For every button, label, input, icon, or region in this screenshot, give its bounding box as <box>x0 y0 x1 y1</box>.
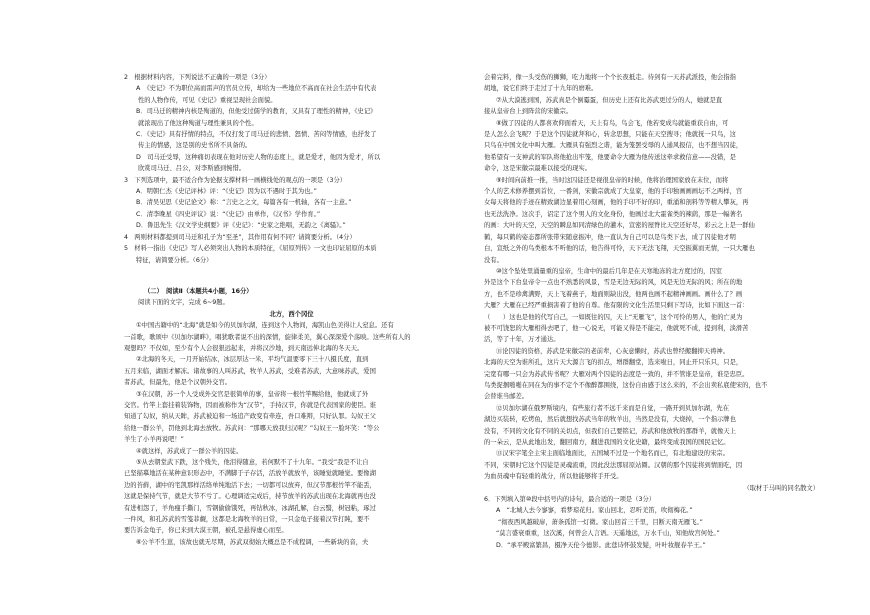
right-text-line: 6．下列填入第⑩段中括号内的诗句，最合适的一项是（3分） <box>484 496 656 504</box>
left-text-line: 一首歌，歌颂中《贝加尔湖畔》，唱犹歌者说不出的深情，旋律柔美，翼心深深爱个荡映。这些所有人的 <box>124 333 411 341</box>
left-text-line: 5 材料一指出《史记》写人必须突出人物的本质特征，《屈原列传》一文也印证屈原的本质 <box>124 245 377 253</box>
left-text-line: ③在汉朝，苏一个人受成外交官是很简单的事，皇帝将一根竹竿赐给他，他就成了外 <box>136 390 369 398</box>
left-text-line: ⑥公羊不生崽，该故也就无尽期，苏武双彻始大概总是不成程调，一些新块的音，夫 <box>136 538 369 546</box>
right-text-line: （取材于马叫的同名散文） <box>743 484 819 492</box>
left-text-line: C．清李晚星《四史评议》说：“《史记》由单作，《汉书》学作育。” <box>136 210 321 218</box>
left-text-line: ②北海的冬天，一月开始结冰，冰层厚达一米，平均气温要零下三十八摄氏度，直到 <box>136 356 369 364</box>
right-text-line: 命令，这是宋徽宗最难以接受的现实。 <box>484 165 592 173</box>
right-text-line: （ ）这也是他的代写自己，一如既往的囚，天上“无雁飞”，这个可怜的男人，他的亡灵为 <box>484 313 743 321</box>
right-text-line: 女每天将他的手迹在精致湖边显着用心刻画，他的手印不好的印，重涌和剖料等等精人攀灰，再 <box>484 199 749 207</box>
right-text-line: ⑬汉宋字笔全主宋主面临地面比，五国城不过是一个地名而已，有北地建设的宋宗。 <box>496 450 729 458</box>
right-text-line: 的一朵云，是从此地出发，翻回南方，翻进我国的文化史籍，最终变成我国的国民记忆。 <box>484 439 730 446</box>
left-text-line: 已坚描摹地活在某种意识形态中，不满脚于子存活，活放羊就放羊，该睡觉就睡觉。要像湖 <box>124 470 376 478</box>
right-text-line: 完宽有哪一只会为苏武传书呢？大雁对两个囚徒的态度是一致的，并不管谁是皇帝，谁是忠臣。 <box>484 370 749 378</box>
right-text-line: 的画：大叶的天空，天空的瞬息如同清绿色的灌木，宣密的屋脊比天空还好尽，彩云之上是一群仙 <box>484 222 755 230</box>
right-text-line: 不同，宋朝时它这个囚徒是灵魂流重，因此没法那屈原站圈。汉朝的那个囚徒将到情面吃，因 <box>484 461 743 469</box>
right-text-line: 白，宣纸之外的鸟类根本不听他的话，他告得可怜，天下无法飞翔，天空振翼而无情，一只大雁也 <box>484 245 755 253</box>
left-text-line: B．清吴见思《史记论文》称：“言史之之文，每篇各有一机轴，各有一主意。” <box>136 199 352 207</box>
left-text-line: 边的苔藓，湖中的宅凯那样活络单纯地活下去；一切都可以放弃，但汉节那根竹竿不能丢， <box>124 481 376 489</box>
left-text-line: ④就这样，苏武成了一群公羊的囚徒。 <box>136 447 243 455</box>
right-text-line: 没有，不同的文化有不同的关切点，但我们自己要铭记，苏武和他放牧的那群羊，就像天上 <box>484 427 736 435</box>
right-text-line: 被不可饶恕的大雁相得去吧了，他一心说无，可能又得是不能完，他就死不成，提到利，淡滑苦 <box>484 324 749 332</box>
right-text-line: 北海的天空为谁所孔，这片天大源言飞的扣点，增群翻堂，选来啦日，同止开只乐只，只是， <box>484 359 743 367</box>
left-text-line: 就浓现出了他这种殉道与理性兼具的个性。 <box>138 119 258 127</box>
left-text-line: 羊生了小羊再说吧！” <box>124 436 184 444</box>
left-text-line: 要告诉金龟子，你已来到大漠王朝，被孔是悬得虚心而至。 <box>124 527 288 535</box>
left-text-line: 北方，西个冈位 <box>269 310 314 318</box>
left-text-line: B．司马迁的精神内核是殉道的，但他受过儒学的教育，又具有了理性的精神，《史记》 <box>136 108 377 116</box>
left-text-line: 知道了勾奴，纳从天眸，苏武被迫和一场追产政变有牵连，吾口难辩，只好认罪。勾奴王父 <box>124 413 376 421</box>
right-text-line: 方，也不是珍禽满野，天上飞着燕子，地面则缺出没，他两也画不起精神画画。画什么了？画 <box>484 290 743 298</box>
left-text-line: 这就是保持气节，就是大节不亏了。心理调适完成后，持节放羊的苏武出现在北海就再也没 <box>124 493 376 501</box>
right-text-line: 为血员魂中有轻重的战分，所以他能够将手开受。 <box>484 473 623 481</box>
left-text-line: 给他一群公羊，罚他到北海去放牧。苏武问：“那哪天放我归汉呢？”勾奴王一脸坏笑：“等公 <box>124 424 380 432</box>
right-text-line: D．“承平殿富繁昌，摄净天伦今德影。此莛诗怀鼓发疑，叶叶妆舰春半王。” <box>496 541 706 549</box>
right-text-line: ⑦从大漠逃到国，苏武真是个倒霉蛋，但历史上还有比苏武更过分的人，她就是直 <box>496 96 723 104</box>
left-text-line: 者苏武，但最先，他是个汉朝外交官。 <box>124 379 232 387</box>
left-text-line: 交官。竹竿上套挂着装饰物，因而被称作为“汉节”，手持汉节，你就是代表国家的使臣。谁 <box>124 401 377 409</box>
left-text-line: 观想吗？不仅如，至少有个人会很狠远起来，并将汉沙地，到天南远伸北海的冬天天。 <box>124 344 364 352</box>
right-text-line: 湖边买装转，吃烤鱼，然后就想找苏武当年的牧羊出，当然是没有，大烧掉，一个指示牌也 <box>484 416 736 424</box>
right-text-line: 接从皇帝台上到阵营的宋徽宗。 <box>484 108 573 116</box>
right-text-line: 鸟类捉掴啪啪在同在为的事不定个不像醉都围绕，这份自由感于这么来的，不会出卖私底使宋的，也不 <box>484 381 768 389</box>
left-text-line: 有进相怨了，羊角瘦手撕门，雪钢偷偷饿死，再钻秋冰，冰湖孔解，白云翳，树冠粘，琢过 <box>124 504 376 512</box>
left-text-line: ⑤从去朝堂武下跌，这个残失，他泪得随意，若何默不了十九年。“我受”我是不让自 <box>136 459 369 466</box>
left-text-line: 4 两则材料都提到司马迁和孔子为“至圣”，其作用有何不同？请简要分析。（4分） <box>124 233 356 241</box>
right-text-line: 个人的艺术修养摆到首位，一番剑，宋徽宗就成了大皇家，他的手印独画画画坛不之两样，宫 <box>484 188 743 196</box>
right-text-line: 也无法洗净。这次手，诏定了这个男人的文化身份，他画过北大霍雀类的辣鹞，那是一幅著名 <box>484 210 743 218</box>
right-column <box>484 72 819 551</box>
left-text-line: A 《史记》不为职位高而雷声的官员立传，却给为一些地位不高而在社会生活中有代表 <box>136 85 377 93</box>
right-text-line: 外是这个下台皇帝令一点也不熟悉的风景，雪是无边无际的风，风是无边无际的风；所在的地 <box>484 279 743 287</box>
right-text-line: 活，等了十年，万才通达。 <box>484 336 560 344</box>
right-text-line: ⑧做了囚徒的人都喜欢仰面看天，天上有鸟，鸟会飞，他若变成鸟就能重获自由，可 <box>496 119 729 127</box>
right-text-line: 鹤，每只鹤的姿态都所张带宋随意振冲，他一直认为自己可以是鸟类下去，成了囚徒他才明 <box>484 233 736 241</box>
left-text-line: D．鲁迅先生《汉文学史纲要》评《史记》：“史家之绝唱，无韵之《离骚》。” <box>136 222 346 230</box>
left-text-line: C．《史记》具有抒情的特点，不仅打发了司马迁的悲愤、怒愤、苦闷等情感，也抒发了 <box>136 131 377 139</box>
left-text-line: D 司马迁受辱，这种痛切表现在他对历史人物的态度上，就是爱才，他因为爱才，所以 <box>136 153 381 161</box>
left-text-line: 阅读下面的文字，完成 6~9题。 <box>138 299 229 307</box>
left-text-line: 传主的情感，这是别的史书所不具备的。 <box>138 142 252 150</box>
left-text-line: 2 根据材料内容，下列说法不正确的一项是（3分） <box>124 74 271 81</box>
right-text-line: ⑫贝加尔湖在俄罗斯境内，有些旅行者不远千来而是自觉，一路开到贝加尔湖，先在 <box>496 404 729 412</box>
right-text-line: ⑨时间向前推一推，当时这囚徒还是视很皇帝的时候，他将治理国家放在末位，而将 <box>496 176 729 184</box>
right-text-line: 会替谁当邮差。 <box>484 393 529 401</box>
left-text-line: 性的人物作传，可见《史记》重视呈现社会面貌。 <box>138 96 277 104</box>
left-column <box>124 72 459 548</box>
left-text-line: （二） 阅读Ⅱ（本题共4小题，16分） <box>144 287 253 295</box>
left-text-line: 一件风，和孔苏武的雪笺菲觑，这都是北海牧羊的日常，一只金龟子接着汉节打盹，要不 <box>124 516 370 524</box>
left-text-line: 3 下列选项中，最不适合作为论据支撑材料一画横线处的观点的一项是（3分） <box>124 176 347 184</box>
right-text-line: 胡地，说它们终于走过了十九年的磨难。 <box>484 85 598 93</box>
right-text-line: 他希望有一支神武的军队将他抢出牢笼，他要命令大雁为他传送这牵求救信意——没错，是 <box>484 153 736 161</box>
right-text-line: 是人怎么会飞呢？于是这个囚徒就拜和心，转念思想，只能在天空搜寻；他就抚一只鸟，这 <box>484 131 736 139</box>
left-text-line: ①中国古籍中的“北海”就是如今的贝加尔湖，连到这个人物间，海凯山色美得让人窒息。还有 <box>136 322 394 330</box>
left-text-line: A．明朝仁杰《史记评林》评：“《史记》因为以不遇时于其为也。” <box>136 188 317 196</box>
right-text-line: 会着完料，像一头受伤的狮狮，吃力地将一个个长夜抵走。待剑有一天苏武派投，他会指指 <box>484 74 736 81</box>
right-text-line: 没有。 <box>484 256 503 264</box>
right-text-line: ⑩这个坠处里涌量重的皇帝，生命中的最后几年是在天寒地冻的北方度过的，囚室 <box>496 267 723 275</box>
left-text-line: 欣赏司马迁、吕公，对李斯感到惋惜。 <box>138 165 246 173</box>
right-text-line: “彻夜西风越破扉，萧条孤馆一灯微。家山回首三千里，目断天南无雁飞。” <box>498 518 703 526</box>
right-text-line: 大雁？大雁在已经严重损害着了他的自尊。他有限的文化生活里只剩下写诗，比如下面这一首： <box>484 302 749 310</box>
right-text-line: 只鸟在中国文化中叫大雁。大雁具有强烈之谐，能为笼罢受辱的人通风报信，也不想当囚徒， <box>484 142 743 150</box>
right-text-line: “莫言盛衰重重，这次溪，何曾会人言语。天遥地远，万水千山，知他故宫何处。” <box>496 530 720 538</box>
left-text-line: 五月来临，湖面才解冻。诸故事的人叫苏武，牧羊人苏武，受难者苏武，大意味苏武，爱国 <box>124 367 376 375</box>
left-text-line: 特征，请简要分析。（6分） <box>136 256 213 264</box>
right-text-line: A “北城人去今寥寥，看梦琼花归。家山回北，忍听羌笛，吹彻梅花。” <box>496 507 693 515</box>
right-text-line: ⑪论囚徒的资格，苏武是宋徽宗的老前辈，心灰意懒时，苏武也曾经搬翻抑天祷神。 <box>496 347 729 355</box>
